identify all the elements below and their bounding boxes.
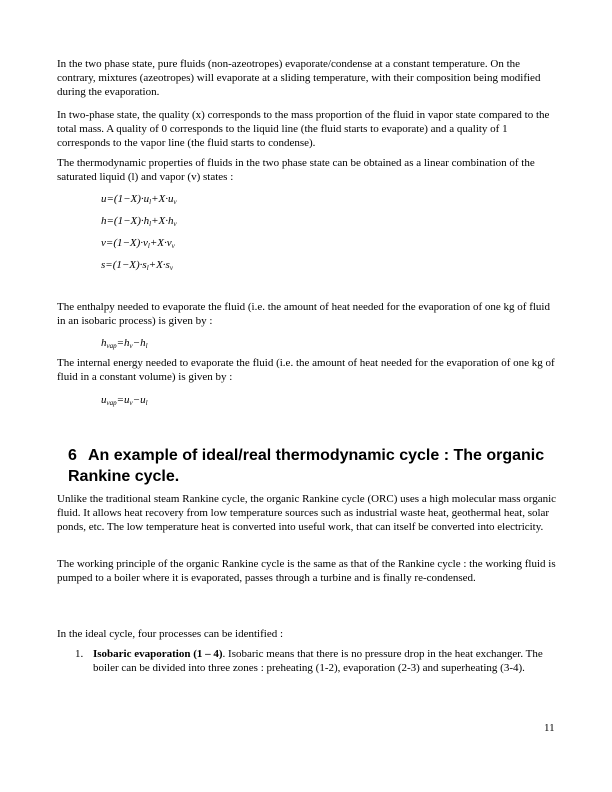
- formula-specific-volume: $v=(1-X)\cdot v_l+X\cdot v_v$: [101, 237, 175, 250]
- section-heading: [68, 445, 568, 487]
- list-item-body: [93, 647, 557, 675]
- section-number: 6: [68, 447, 77, 464]
- formula-internal-energy: $u=(1-X)\cdot u_l+X\cdot u_v$: [101, 193, 177, 206]
- list-item-bold-term: Isobaric evaporation (1 – 4): [93, 648, 223, 660]
- paragraph-orc-intro: Unlike the traditional steam Rankine cycle, the organic Rankine cycle (ORC) uses a high molecular mass organic fluid. It allows heat recovery from low temperature sources such as industrial waste heat, geothermal heat, solar ponds, etc. The low temperature heat is converted into useful work, that can itself be converted into electricity.: [57, 493, 557, 533]
- paragraph-thermo-properties: The thermodynamic properties of fluids in the two phase state can be obtained as a linear combination of the saturated liquid (l) and vapor (v) states :: [57, 157, 535, 183]
- paragraph-quality-definition: In two-phase state, the quality (x) corresponds to the mass proportion of the fluid in vapor state compared to the total mass. A quality of 0 corresponds to the liquid line (the fluid starts to evaporate) and a quality of 1 corresponds to the vapor line (the fluid starts to condense).: [57, 109, 550, 149]
- paragraph-ideal-cycle-intro: In the ideal cycle, four processes can be identified :: [57, 628, 284, 640]
- paragraph-two-phase-state: In the two phase state, pure fluids (non-azeotropes) evaporate/condense at a constant temperature. On the contrary, mixtures (azeotropes) will evaporate at a sliding temperature, with their composition being modified during the evaporation.: [57, 58, 541, 98]
- formula-u-vap: $u_{vap}=u_v-u_l$: [101, 394, 148, 407]
- formula-h-vap: $h_{vap}=h_v-h_l$: [101, 337, 148, 350]
- formula-entropy: $s=(1-X)\cdot s_l+X\cdot s_v$: [101, 259, 173, 272]
- paragraph-enthalpy-vaporization: The enthalpy needed to evaporate the fluid (i.e. the amount of heat needed for the evaporation of one kg of fluid in an isobaric process) is given by :: [57, 301, 550, 327]
- list-item-text: . Isobaric means that there is no pressure drop in the heat exchanger. The boiler can be divided into three zones : preheating (1-2), evaporation (2-3) and superheating (3-4).: [93, 648, 543, 674]
- list-item-marker: 1.: [75, 648, 84, 660]
- section-title: An example of ideal/real thermodynamic cycle : The organic Rankine cycle.: [68, 447, 545, 485]
- formula-enthalpy: $h=(1-X)\cdot h_l+X\cdot h_v$: [101, 215, 177, 228]
- paragraph-internal-energy-vaporization: The internal energy needed to evaporate the fluid (i.e. the amount of heat needed for the evaporation of one kg of fluid in a constant volume) is given by :: [57, 357, 555, 383]
- paragraph-orc-principle: The working principle of the organic Rankine cycle is the same as that of the Rankine cycle : the working fluid is pumped to a boiler where it is evaporated, passes through a turbine and is finally re-condensed.: [57, 558, 556, 584]
- page-number: 11: [544, 722, 555, 734]
